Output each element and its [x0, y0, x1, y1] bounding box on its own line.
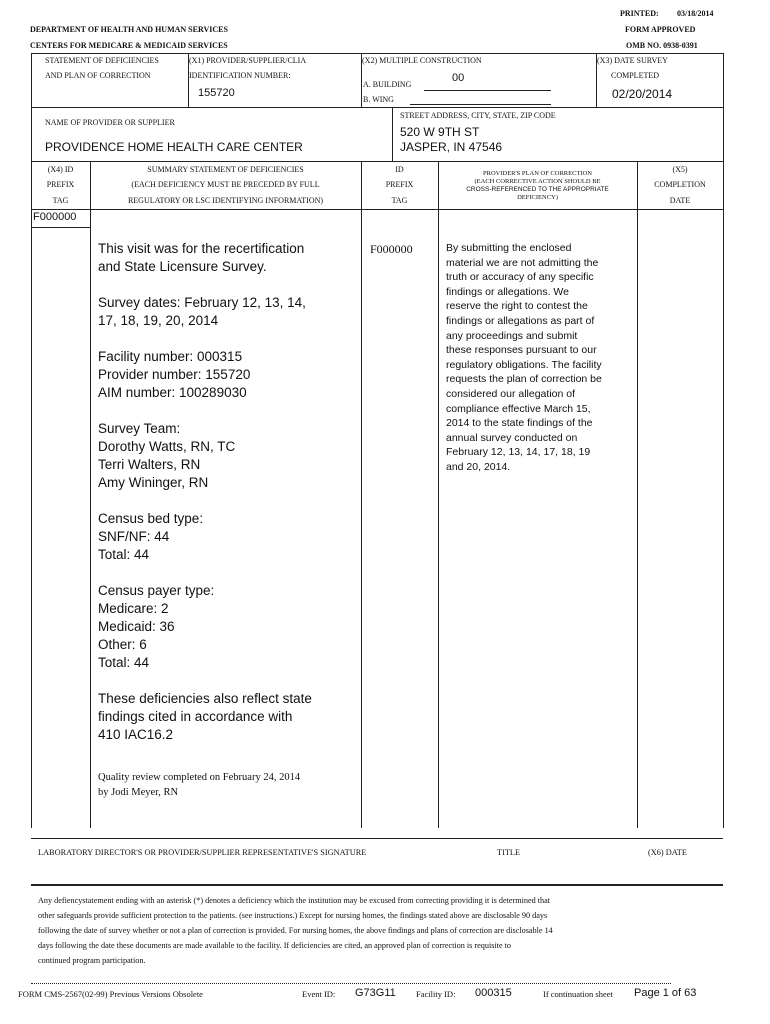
x3-label: COMPLETED	[611, 71, 659, 80]
event-id-value: G73G11	[355, 987, 396, 999]
wing-underline	[410, 104, 551, 105]
summary-header: REGULATORY OR LSC IDENTIFYING INFORMATION)	[127, 196, 324, 205]
footnote-line: days following the date these documents are made available to the facility. If deficiencies are cited, an approved plan of correction is requisite to	[38, 941, 512, 950]
x6-date-label: (X6) DATE	[648, 848, 687, 857]
continuation-label: If continuation sheet	[543, 989, 613, 999]
x2-wing-label: B. WING	[363, 95, 394, 104]
id-header: ID	[395, 165, 404, 174]
address-label: STREET ADDRESS, CITY, STATE, ZIP CODE	[400, 111, 556, 120]
x5-header: DATE	[669, 196, 691, 205]
x4-header: PREFIX	[46, 180, 75, 189]
event-id-label: Event ID:	[302, 989, 336, 999]
summary-header: (EACH DEFICIENCY MUST BE PRECEDED BY FULL	[131, 180, 320, 189]
form-number: FORM CMS-2567(02-99) Previous Versions Obsolete	[18, 989, 203, 999]
form-approved: FORM APPROVED	[625, 25, 696, 34]
lab-director-signature-label: LABORATORY DIRECTOR'S OR PROVIDER/SUPPLIER REPRESENTATIVE'S SIGNATURE	[38, 848, 367, 857]
plan-header: CROSS-REFERENCED TO THE APPROPRIATE	[466, 186, 609, 193]
x2-building-label: A. BUILDING	[363, 80, 412, 89]
table-divider	[723, 53, 724, 162]
facility-id-value: 000315	[475, 987, 512, 999]
page-number: Page 1 of 63	[634, 987, 697, 999]
printed-date: 03/18/2014	[677, 9, 714, 18]
quality-review-line-2: by Jodi Meyer, RN	[98, 787, 179, 798]
x2-building-value: 00	[452, 72, 465, 84]
x4-header: (X4) ID	[47, 165, 74, 174]
x1-label: (X1) PROVIDER/SUPPLIER/CLIA	[189, 56, 307, 65]
x2-label: (X2) MULTIPLE CONSTRUCTION	[362, 56, 482, 65]
column-divider	[438, 162, 439, 828]
omb-number: OMB NO. 0938-0391	[626, 41, 698, 50]
footnote-line: following the date of survey whether or not a plan of correction is provided. For nursing homes, the above findings and plans of correction are disclosable 14	[38, 926, 553, 935]
left-prefix-tag: F000000	[33, 211, 77, 223]
signature-bottom-border	[31, 884, 723, 886]
centers-name: CENTERS FOR MEDICARE & MEDICAID SERVICES	[30, 41, 228, 50]
column-divider	[31, 162, 32, 828]
id-header: TAG	[391, 196, 408, 205]
plan-header: DEFICIENCY)	[517, 194, 558, 201]
x5-header: COMPLETION	[654, 180, 706, 189]
statement-label: AND PLAN OF CORRECTION	[45, 71, 151, 80]
address-line-1: 520 W 9TH ST	[400, 125, 480, 139]
footnote	[38, 893, 718, 968]
x3-label: (X3) DATE SURVEY	[597, 56, 668, 65]
column-divider	[361, 162, 362, 828]
footnote-line: Any defiencystatement ending with an asterisk (*) denotes a deficiency which the institution may be excused from correcting providing it is determined that	[38, 896, 551, 905]
plan-header: PROVIDER'S PLAN OF CORRECTION	[483, 170, 592, 177]
id-header: PREFIX	[385, 180, 414, 189]
column-divider	[723, 162, 724, 828]
top-table-border	[31, 161, 723, 162]
quality-review-line-1: Quality review completed on February 24, 2014	[98, 772, 301, 783]
facility-id-label: Facility ID:	[416, 989, 456, 999]
x1-label: IDENTIFICATION NUMBER:	[189, 71, 291, 80]
signature-top-border	[31, 838, 723, 839]
column-divider	[637, 162, 638, 828]
footnote-line: other safeguards provide sufficient protection to the patients. (see instructions.) Except for nursing homes, the findings stated above are disclosable 90 days	[38, 911, 548, 920]
department-name: DEPARTMENT OF HEALTH AND HUMAN SERVICES	[30, 25, 228, 34]
table-divider	[392, 107, 393, 162]
column-divider	[90, 162, 91, 828]
x4-header: TAG	[52, 196, 69, 205]
x3-value: 02/20/2014	[612, 87, 673, 101]
x5-header: (X5)	[672, 165, 688, 174]
summary-header: SUMMARY STATEMENT OF DEFICIENCIES	[147, 165, 304, 174]
title-label: TITLE	[497, 848, 521, 857]
x1-value: 155720	[198, 87, 235, 99]
top-table-border	[31, 107, 723, 108]
tag-divider	[31, 227, 90, 228]
footnote-line: continued program participation.	[38, 956, 146, 965]
top-table-border	[31, 53, 723, 54]
summary-statement: This visit was for the recertification and State Licensure Survey. Survey dates: February 12, 13, 14, 17, 18, 19, 20, 2014 Facility number: 000315 Provider number: 155720 AIM number: 100289030 Survey Team: Dorothy Watts, RN, TC Terri Walters, RN Amy Wininger, RN Census bed type: SNF/NF: 44 Total: 44 Census payer type: Medicare: 2 Medicaid: 36 Other: 6 Total: 44 These deficiencies also reflect state findings cited in accordance with 410 IAC16.2	[98, 241, 312, 742]
table-divider	[31, 107, 32, 162]
statement-label: STATEMENT OF DEFICIENCIES	[45, 56, 159, 65]
footer-rule	[31, 983, 671, 984]
printed-label: PRINTED:	[620, 9, 659, 18]
provider-name-label: NAME OF PROVIDER OR SUPPLIER	[45, 118, 175, 127]
plan-header: (EACH CORRECTIVE ACTION SHOULD BE	[474, 178, 601, 185]
table-divider	[31, 53, 32, 107]
plan-of-correction-text: By submitting the enclosed material we are not admitting the truth or accuracy of any specific findings or allegations. We reserve the right to contest the findings or allegations as part of any proceedings and submit these responses pursuant to our regulatory obligations. The facility requests the plan of correction be considered our allegation of compliance effective March 15, 2014 to the state findings of the annual survey conducted on February 12, 13, 14, 17, 18, 19 and 20, 2014.	[446, 242, 602, 473]
building-underline	[424, 90, 551, 91]
provider-name: PROVIDENCE HOME HEALTH CARE CENTER	[45, 140, 303, 154]
column-header-border	[31, 209, 723, 210]
address-line-2: JASPER, IN 47546	[400, 140, 503, 154]
right-prefix-tag: F000000	[370, 242, 413, 256]
